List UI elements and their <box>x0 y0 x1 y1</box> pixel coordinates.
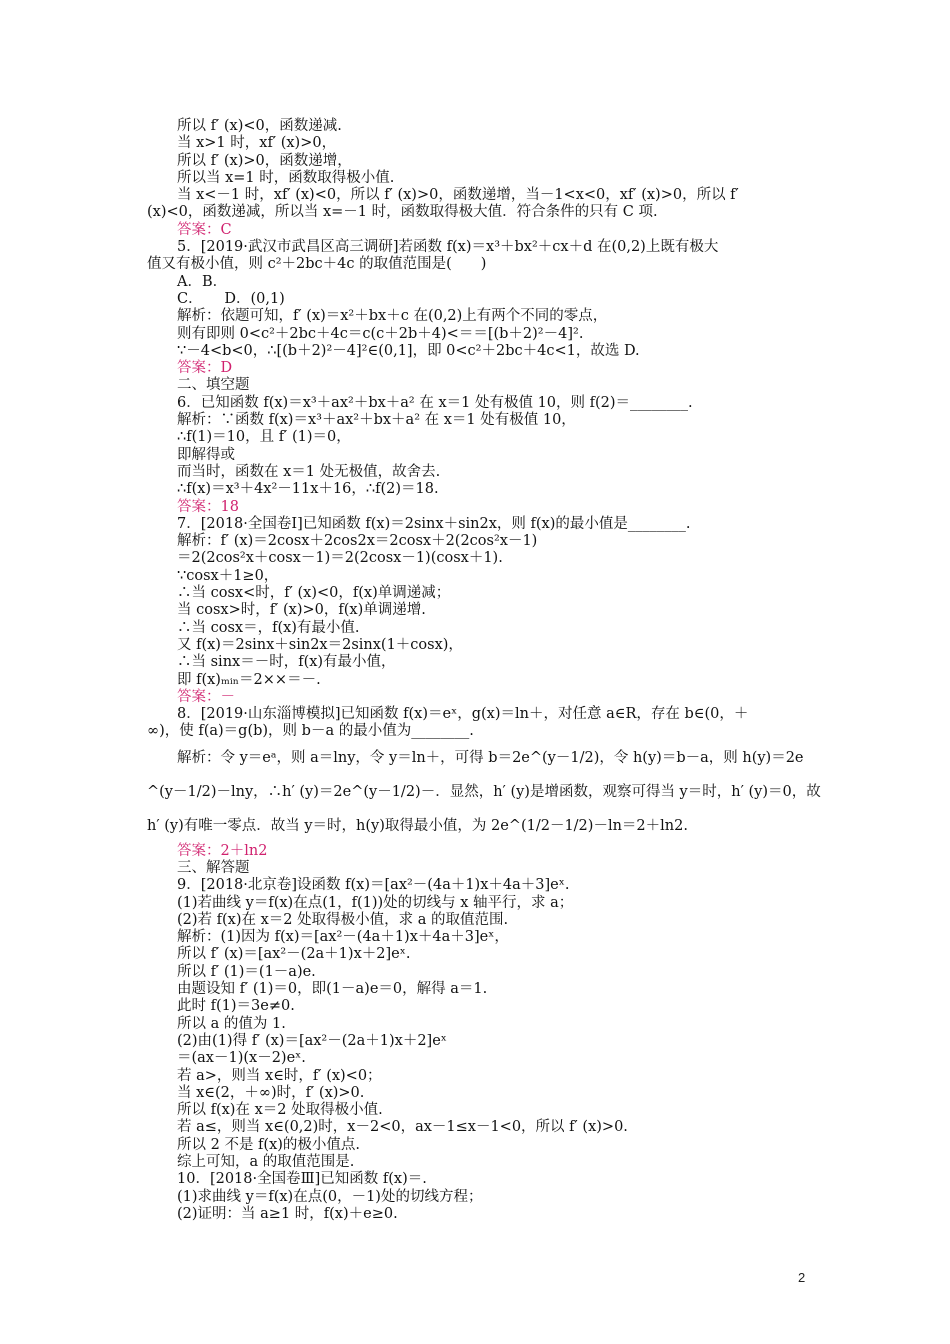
text-line: C． D．(0,1) <box>177 290 285 307</box>
text-line: ＝(ax－1)(x－2)eˣ. <box>177 1050 306 1067</box>
text-line: A．B． <box>177 273 228 290</box>
text-line: 所以 f′ (1)＝(1－a)e. <box>177 963 316 980</box>
text-line: ∴f(1)＝10，且 f′ (1)＝0， <box>177 429 351 446</box>
text-line: (1)求曲线 y＝f(x)在点(0，－1)处的切线方程； <box>177 1188 483 1205</box>
text-line: (2)证明：当 a≥1 时，f(x)＋e≥0. <box>177 1205 398 1222</box>
text-line: ∞)，使 f(a)＝g(b)，则 b－a 的最小值为________. <box>147 723 474 740</box>
text-line: 9．[2018·北京卷]设函数 f(x)＝[ax²－(4a＋1)x＋4a＋3]eˣ. <box>177 877 570 894</box>
text-line: 解析：f′ (x)＝2cosx＋2cos2x＝2cosx＋2(2cos²x－1) <box>177 533 538 550</box>
text-line: 所以 f(x)在 x＝2 处取得极小值. <box>177 1102 383 1119</box>
text-line: 若 a≤，则当 x∈(0,2)时，x－2<0，ax－1≤x－1<0，所以 f′ (x)>0. <box>177 1119 628 1136</box>
text-line: 当 x∈(2，＋∞)时，f′ (x)>0. <box>177 1084 365 1101</box>
text-line: ∴当 cosx<时，f′ (x)<0，f(x)单调递减； <box>177 585 451 602</box>
text-line: 所以 f′ (x)>0，函数递增， <box>177 152 352 169</box>
text-line: (1)若曲线 y＝f(x)在点(1，f(1))处的切线与 x 轴平行，求 a； <box>177 894 574 911</box>
text-line: h′ (y)有唯一零点．故当 y＝时，h(y)取得最小值，为 2e^(1/2－1/2)－ln＝2＋ln2. <box>147 817 688 834</box>
text-line: (2)由(1)得 f′ (x)＝[ax²－(2a＋1)x＋2]eˣ <box>177 1032 447 1049</box>
text-line: 则有即则 0<c²＋2bc＋4c＝c(c＋2b＋4)<＝＝[(b＋2)²－4]². <box>177 325 584 342</box>
answer-line: 答案：2＋ln2 <box>177 842 268 859</box>
text-line: (x)<0，函数递减，所以当 x=－1 时，函数取得极大值．符合条件的只有 C 项. <box>147 204 658 221</box>
text-line: 解析：∵函数 f(x)＝x³＋ax²＋bx＋a² 在 x＝1 处有极值 10， <box>177 412 576 429</box>
text-line: 10．[2018·全国卷Ⅲ]已知函数 f(x)＝. <box>177 1171 427 1188</box>
text-line: 此时 f(1)＝3e≠0. <box>177 998 295 1015</box>
text-line: ^(y－1/2)－lny，∴h′ (y)＝2e^(y－1/2)－．显然，h′ (y)是增函数，观察可得当 y＝时，h′ (y)＝0，故 <box>147 783 821 800</box>
text-line: 即解得或 <box>177 446 235 463</box>
text-line: 又 f(x)＝2sinx＋sin2x＝2sinx(1＋cosx)， <box>177 636 463 653</box>
text-line: 综上可知，a 的取值范围是. <box>177 1154 355 1171</box>
answer-line: 答案：D <box>177 360 233 377</box>
text-line: 所以 a 的值为 1. <box>177 1015 286 1032</box>
text-line: 解析：依题可知，f′ (x)＝x²＋bx＋c 在(0,2)上有两个不同的零点， <box>177 308 608 325</box>
text-line: 而当时，函数在 x＝1 处无极值，故舍去. <box>177 463 441 480</box>
text-line: 6．已知函数 f(x)＝x³＋ax²＋bx＋a² 在 x＝1 处有极值 10，则 f(2)＝________. <box>177 394 693 411</box>
text-line: 当 cosx>时，f′ (x)>0，f(x)单调递增. <box>177 602 426 619</box>
text-line: 即 f(x)ₘᵢₙ＝2××＝－. <box>177 671 321 688</box>
answer-line: 答案：－ <box>177 688 235 705</box>
text-line: 二、填空题 <box>177 377 250 394</box>
page-number: 2 <box>798 1270 806 1285</box>
answer-line: 答案：18 <box>177 498 239 515</box>
text-line: 当 x>1 时，xf′ (x)>0， <box>177 135 337 152</box>
text-line: 当 x<－1 时，xf′ (x)<0，所以 f′ (x)>0，函数递增，当－1<x<0，xf′ (x)>0，所以 f′ <box>177 187 739 204</box>
document-body <box>147 118 821 1223</box>
text-line: 所以 f′ (x)＝[ax²－(2a＋1)x＋2]eˣ. <box>177 946 411 963</box>
text-line: 所以 2 不是 f(x)的极小值点. <box>177 1136 361 1153</box>
text-line: 所以 f′ (x)<0，函数递减. <box>177 118 342 134</box>
text-line: 所以当 x=1 时，函数取得极小值. <box>177 169 395 186</box>
text-line: 7．[2018·全国卷Ⅰ]已知函数 f(x)＝2sinx＋sin2x，则 f(x)的最小值是________. <box>177 515 691 532</box>
text-line: ∴当 sinx＝－时，f(x)有最小值， <box>177 654 396 671</box>
text-line: 解析：令 y＝eᵃ，则 a＝lny，令 y＝ln＋，可得 b＝2e^(y－1/2)，令 h(y)＝b－a，则 h(y)＝2e <box>177 749 804 766</box>
answer-line: 答案：C <box>177 221 232 238</box>
text-line: ∵－4<b<0，∴[(b＋2)²－4]²∈(0,1]，即 0<c²＋2bc＋4c<1，故选 D. <box>177 342 640 359</box>
text-line: 解析：(1)因为 f(x)＝[ax²－(4a＋1)x＋4a＋3]eˣ， <box>177 929 509 946</box>
text-line: 值又有极小值，则 c²＋2bc＋4c 的取值范围是( ) <box>147 256 487 273</box>
text-line: ＝2(2cos²x＋cosx－1)＝2(2cosx－1)(cosx＋1). <box>177 550 503 567</box>
text-line: ∴f(x)＝x³＋4x²－11x＋16，∴f(2)＝18. <box>177 481 439 498</box>
text-line: ∵cosx＋1≥0， <box>177 567 279 584</box>
text-line: ∴当 cosx＝，f(x)有最小值. <box>177 619 360 636</box>
text-line: 三、解答题 <box>177 859 250 876</box>
text-line: 8．[2019·山东淄博模拟]已知函数 f(x)＝eˣ，g(x)＝ln＋，对任意 a∈R，存在 b∈(0，＋ <box>177 706 749 723</box>
text-line: 5．[2019·武汉市武昌区高三调研]若函数 f(x)＝x³＋bx²＋cx＋d 在(0,2)上既有极大 <box>177 239 719 256</box>
text-line: 若 a>，则当 x∈时，f′ (x)<0； <box>177 1067 382 1084</box>
text-line: (2)若 f(x)在 x＝2 处取得极小值，求 a 的取值范围. <box>177 911 509 928</box>
text-line: 由题设知 f′ (1)＝0，即(1－a)e＝0，解得 a＝1. <box>177 981 488 998</box>
